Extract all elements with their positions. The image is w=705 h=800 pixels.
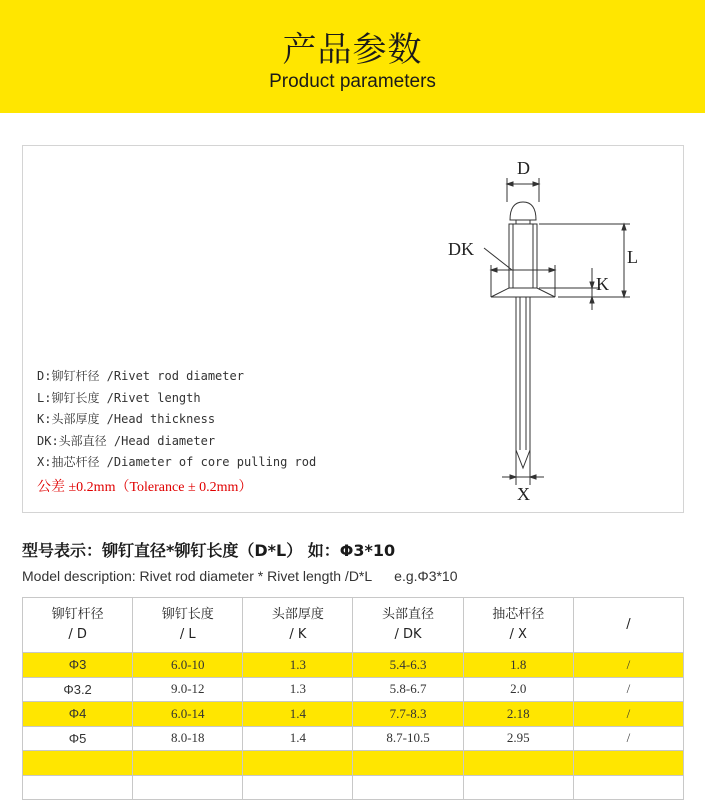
rivet-flange: [491, 288, 555, 297]
table-row: [23, 726, 684, 751]
legend-item-x: X:抽芯杆径 /Diameter of core pulling rod: [37, 455, 317, 469]
mandrel-head: [510, 202, 536, 220]
table-cell: [133, 775, 243, 800]
label-dk: DK: [448, 239, 474, 259]
legend-item-d: D:铆钉杆径 /Rivet rod diameter: [37, 369, 244, 383]
table-cell: 7.7-8.3: [353, 702, 463, 727]
table-cell: 8.0-18: [133, 726, 243, 751]
table-cell: [23, 751, 133, 776]
l-arrow-top: [622, 224, 626, 230]
table-cell: /: [573, 677, 683, 702]
header-cell: [243, 598, 353, 653]
label-l: L: [627, 247, 638, 267]
header-banner: [0, 0, 705, 113]
label-k: K: [596, 274, 609, 294]
header-cell: [573, 598, 683, 653]
model-example: e.g.Φ3*10: [394, 568, 458, 584]
l-arrow-bottom: [622, 291, 626, 297]
header-cn: 铆钉长度: [161, 607, 214, 622]
dk-arrow-left: [491, 268, 497, 272]
header-cn: 抽芯杆径: [492, 607, 545, 622]
table-row: [23, 677, 684, 702]
table-cell: 1.3: [243, 653, 353, 678]
table-cell: 1.8: [463, 653, 573, 678]
header-cell: [353, 598, 463, 653]
table-cell: /: [573, 726, 683, 751]
dk-arrow-right: [549, 268, 555, 272]
table-cell: 2.0: [463, 677, 573, 702]
table-cell: [573, 751, 683, 776]
table-cell: [573, 775, 683, 800]
header-cn: /: [626, 617, 631, 632]
page-subtitle: Product parameters: [269, 71, 436, 92]
table-cell: Φ5: [23, 726, 133, 751]
table-cell: 2.18: [463, 702, 573, 727]
table-cell: [463, 775, 573, 800]
k-arrow-top: [590, 282, 594, 288]
table-row: [23, 702, 684, 727]
tolerance-note: 公差 ±0.2mm（Tolerance ± 0.2mm）: [37, 480, 253, 495]
table-cell: Φ3: [23, 653, 133, 678]
table-cell: 1.3: [243, 677, 353, 702]
table-cell: 9.0-12: [133, 677, 243, 702]
table-cell: [133, 751, 243, 776]
header-cn: 头部厚度: [271, 607, 324, 622]
page-title: 产品参数: [282, 30, 423, 70]
parameter-table: [22, 597, 684, 800]
header-symbol: / K: [289, 627, 307, 642]
table-cell: [353, 775, 463, 800]
table-cell: Φ3.2: [23, 677, 133, 702]
model-description-en: [22, 568, 458, 584]
x-arrow-right: [530, 475, 536, 479]
model-description-cn: 型号表示：铆钉直径*铆钉长度（D*L） 如：Φ3*10: [22, 541, 396, 560]
table-cell: 6.0-14: [133, 702, 243, 727]
k-arrow-bottom: [590, 297, 594, 303]
table-cell: 1.4: [243, 726, 353, 751]
table-row: [23, 653, 684, 678]
table-cell: [23, 775, 133, 800]
header-symbol: / L: [179, 627, 196, 642]
table-cell: 8.7-10.5: [353, 726, 463, 751]
d-arrow-right: [533, 182, 539, 186]
table-cell: 2.95: [463, 726, 573, 751]
table-cell: 5.4-6.3: [353, 653, 463, 678]
dk-leader: [484, 248, 512, 270]
table-row: [23, 775, 684, 800]
header-cell: [23, 598, 133, 653]
header-cell: [133, 598, 243, 653]
table-cell: /: [573, 653, 683, 678]
mandrel-tip: [516, 450, 530, 468]
x-arrow-left: [510, 475, 516, 479]
rivet-drawing: [440, 150, 660, 505]
table-cell: [243, 775, 353, 800]
table-cell: Φ4: [23, 702, 133, 727]
legend-list: [37, 366, 316, 474]
d-arrow-left: [507, 182, 513, 186]
table-cell: 6.0-10: [133, 653, 243, 678]
table-cell: [243, 751, 353, 776]
model-description-en-text: Model description: Rivet rod diameter * Rivet length /D*L: [22, 568, 373, 584]
table-cell: [463, 751, 573, 776]
header-cn: 铆钉杆径: [51, 607, 104, 622]
table-cell: 5.8-6.7: [353, 677, 463, 702]
table-row: [23, 751, 684, 776]
table-cell: [353, 751, 463, 776]
header-cell: [463, 598, 573, 653]
legend-item-l: L:铆钉长度 /Rivet length: [37, 390, 201, 405]
header-symbol: / D: [68, 627, 87, 642]
table-cell: 1.4: [243, 702, 353, 727]
label-x: X: [517, 484, 530, 504]
legend-item-dk: DK:头部直径 /Head diameter: [37, 433, 216, 448]
table-cell: /: [573, 702, 683, 727]
header-symbol: / X: [509, 627, 527, 642]
table-header-row: [23, 598, 684, 653]
legend-item-k: K:头部厚度 /Head thickness: [37, 412, 216, 426]
header-cn: 头部直径: [382, 607, 435, 622]
label-d: D: [517, 158, 530, 178]
header-symbol: / DK: [394, 627, 422, 642]
